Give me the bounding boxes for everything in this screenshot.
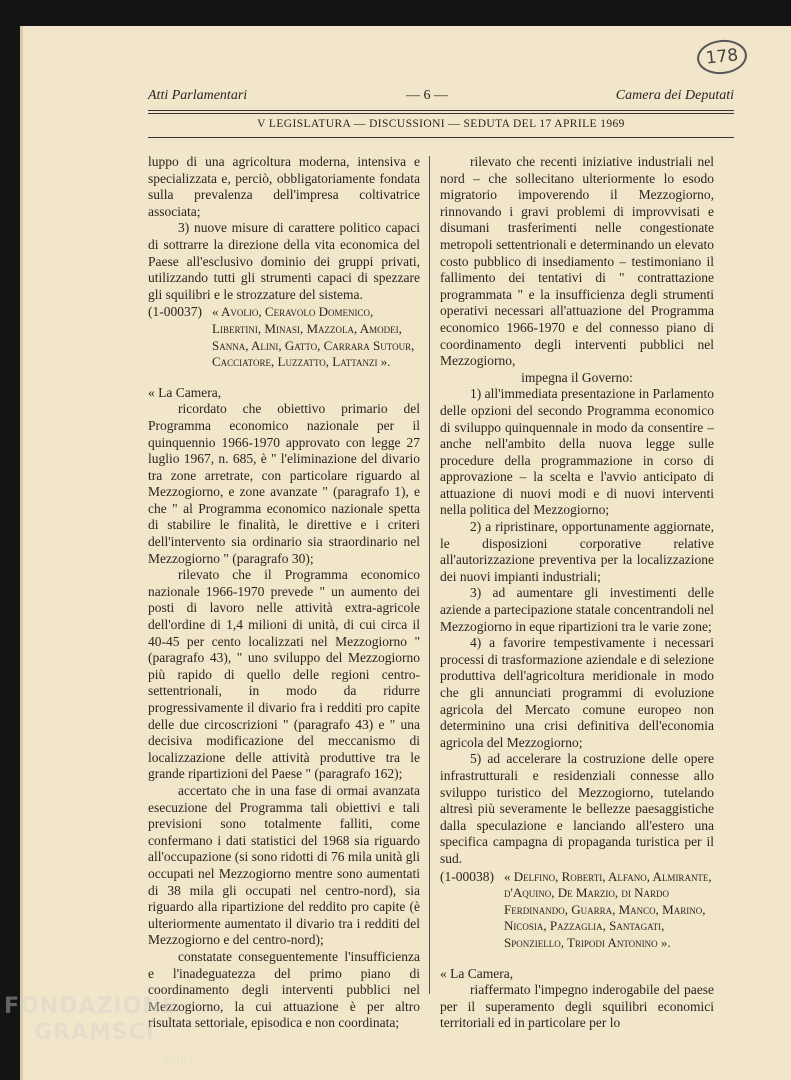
header-right: Camera dei Deputati: [615, 88, 734, 103]
impegna-line: impegna il Governo:: [521, 369, 633, 385]
column-divider: [429, 156, 430, 994]
header-left: Atti Parlamentari: [148, 88, 248, 103]
page-header: [148, 88, 734, 108]
paragraph: ricordato che obiettivo primario del Programma economico nazionale per il quinquennio 1966-1970 approvato con legge 27 luglio 1967, n. 685, è " l'eliminazione del divario tra zone arretrate, con particolare riguardo al Mezzogiorno, e zone avanzate " (paragrafo 1), e che " al Programma economico nazionale spetta di stabilire le finalità, le direttive e i criteri dell'intervento sia ordinario sia straordinario nel Mezzogiorno " (paragrafo 30);: [148, 401, 420, 566]
signature-block: [148, 304, 420, 370]
left-column: [148, 154, 420, 1032]
header-page-number: — 6 —: [406, 88, 448, 103]
list-item: 5) ad accelerare la costruzione delle opere infrastrutturali e residenziali connesse allo sviluppo turistico del Mezzogiorno, tutelando altresì più severamente le bellezze paesaggistiche dalla speculazione e lanciando all'estero una specifica campagna di propaganda turistica per il sud.: [440, 751, 714, 866]
motion-code: (1-00038): [440, 868, 494, 884]
list-item: 3) ad aumentare gli investimenti delle aziende a partecipazione statale concentrandoli nel Mezzogiorno in eque ripartizioni tra le varie zone;: [440, 585, 714, 634]
motion-code: (1-00037): [148, 304, 202, 320]
signatories: « Delfino, Roberti, Alfano, Almirante, d'Aquino, De Marzio, di Nardo Ferdinando, Guarra, Manco, Marino, Nicosia, Pazzaglia, Santagati, Sponziello, Tripodi Antonino ».: [504, 868, 712, 950]
signatories: « Avolio, Ceravolo Domenico, Libertini, Minasi, Mazzola, Amodei, Sanna, Alini, Gatto, Carrara Sutour, Cacciatore, Luzzatto, Lattanzi ».: [212, 304, 415, 370]
paragraph: constatate conseguentemente l'insufficienza e l'inadeguatezza del primo piano di coordinamento degli interventi pubblici nel Mezzogiorno, la cui attuazione è per altro risultata settoriale, episodica e non coordinata;: [148, 948, 420, 1031]
session-line: V LEGISLATURA — DISCUSSIONI — SEDUTA DEL 17 APRILE 1969: [257, 118, 625, 130]
watermark-sub: onlus: [162, 1055, 194, 1066]
watermark-line: FONDAZIONE: [4, 994, 178, 1019]
paragraph: riaffermato l'impegno inderogabile del paese per il superamento degli squilibri economici territoriali ed in particolare per lo: [440, 982, 714, 1031]
session-rule: [148, 137, 734, 138]
paragraph: accertato che in una fase di ormai avanzata esecuzione del Programma tali obiettivi e tali previsioni sono totalmente falliti, come confermano i dati statistici del 1968 sia riguardo all'occupazione (si sono ridotti di 76 mila unità gli occupati nel Mezzogiorno mentre sono aumentati di 38 mila gli occupati nel centro-nord), sia riguardo alla ripartizione del reddito pro capite (è ulteriormente aumentato il divario tra i redditi del Mezzogiorno e del centro-nord);: [148, 782, 420, 948]
list-item: 2) a ripristinare, opportunamente aggiornate, le disposizioni corporative relative all'autorizzazione preventiva per la localizzazione dei nuovi impianti industriali;: [440, 519, 714, 584]
document-page: [20, 26, 791, 1080]
page-edge: [20, 26, 23, 1080]
list-item: 4) a favorire tempestivamente i necessari processi di trasformazione aziendale e di selezione produttiva dell'agricoltura meridionale in modo che gli annunciati programmi di evoluzione agricola del Mercato comune europeo non determinino una crisi definitiva dell'economia agricola del Mezzogiorno;: [440, 635, 714, 750]
salutation: « La Camera,: [148, 384, 222, 400]
watermark-line: GRAMSCI: [34, 1020, 156, 1045]
salutation: « La Camera,: [440, 965, 514, 981]
paragraph: luppo di una agricoltura moderna, intensiva e specializzata e, perciò, obbligatoriamente fondata sulla prevalenza dell'impresa coltivatrice associata;: [148, 154, 420, 219]
header-rule: [148, 113, 734, 114]
page-number-stamp: 178: [695, 37, 748, 76]
list-item: 1) all'immediata presentazione in Parlamento delle opzioni del secondo Programma economico di sviluppo quinquennale in modo da consentire – anche nell'ambito della nuova legge sulle procedure della programmazione in corso di approvazione – la scelta e l'avvio anticipato di attuazione di nuovi modi e di nuovi interventi nella politica del Mezzogiorno;: [440, 386, 714, 518]
header-rule: [148, 110, 734, 111]
paragraph: 3) nuove misure di carattere politico capaci di sottrarre la direzione della vita economica del Paese all'esclusivo dominio dei gruppi privati, utilizzando tutti gli strumenti capaci di spezzare gli squilibri e le strozzature del sistema.: [148, 220, 420, 302]
paragraph: rilevato che recenti iniziative industriali nel nord – che sollecitano ulteriormente lo esodo migratorio impoverendo il Mezzogiorno, rinnovando i gravi problemi di improvvisati e disumani trasferimenti nelle congestionate metropoli settentrionali e determinando un elevato costo pubblico di insediamento – testimoniano il fallimento dei tentativi di " contrattazione programmata " e la insufficienza degli strumenti operativi necessari all'attuazione del Programma economico 1966-1970 e del connesso piano di coordinamento degli interventi pubblici nel Mezzogiorno,: [440, 154, 714, 369]
right-column: [440, 154, 714, 1032]
watermark: [4, 994, 194, 1066]
signature-block: [440, 869, 714, 952]
paragraph: rilevato che il Programma economico nazionale 1966-1970 prevede " un aumento dei posti di lavoro nelle attività extra-agricole dell'ordine di 1,4 milioni di unità, di cui circa il 40-45 per cento localizzati nel Mezzogiorno " (paragrafo 43), " uno sviluppo del Mezzogiorno più rapido di quello delle regioni centro-settentrionali, in modo da ridurre progressivamente il divario fra i redditi pro capite delle due circoscrizioni " (paragrafo 43) e " una decisiva modificazione del meccanismo di localizzazione delle attività produttive tra le grande ripartizioni del Paese " (paragrafo 162);: [148, 567, 420, 782]
